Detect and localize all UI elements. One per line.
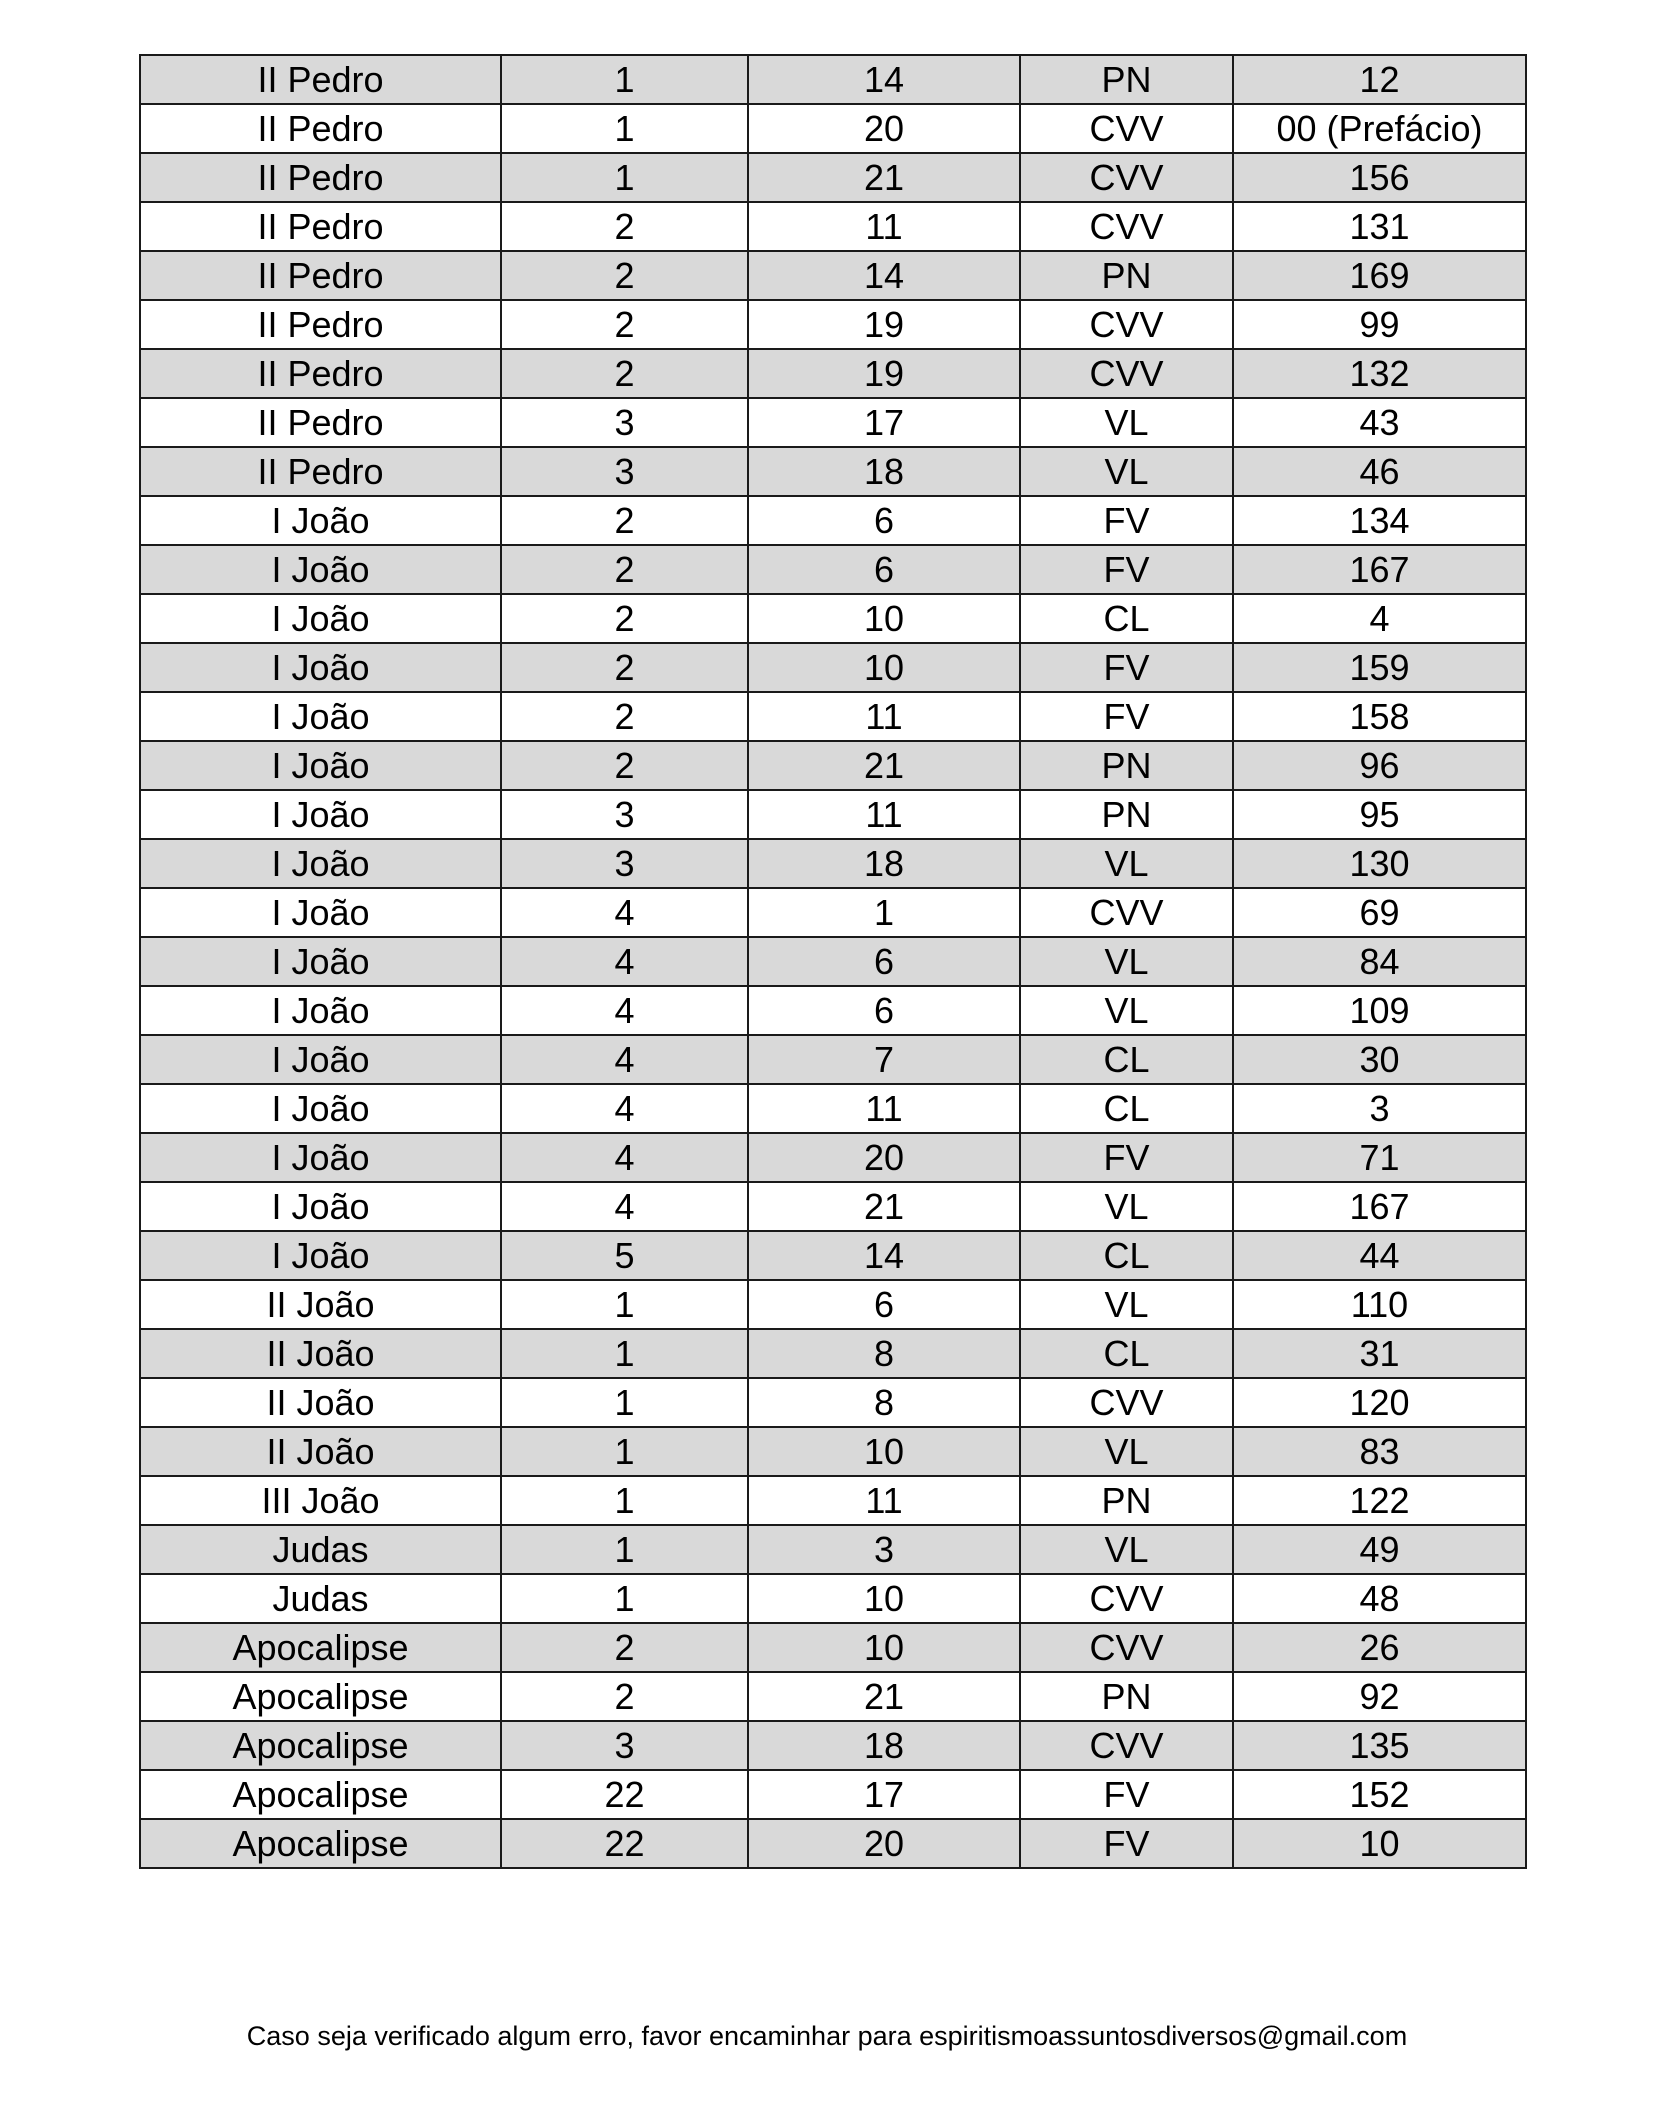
chapter-cell: 3 bbox=[501, 790, 748, 839]
verse-cell: 6 bbox=[748, 1280, 1020, 1329]
page-cell: 132 bbox=[1233, 349, 1526, 398]
source-cell: FV bbox=[1020, 643, 1233, 692]
book-cell: II Pedro bbox=[140, 55, 501, 104]
table-row bbox=[140, 1182, 1526, 1231]
source-cell: VL bbox=[1020, 1427, 1233, 1476]
table-row bbox=[140, 1819, 1526, 1868]
page-cell: 152 bbox=[1233, 1770, 1526, 1819]
verse-cell: 11 bbox=[748, 202, 1020, 251]
book-cell: Apocalipse bbox=[140, 1819, 501, 1868]
page-cell: 134 bbox=[1233, 496, 1526, 545]
page-cell: 159 bbox=[1233, 643, 1526, 692]
chapter-cell: 3 bbox=[501, 1721, 748, 1770]
chapter-cell: 2 bbox=[501, 300, 748, 349]
source-cell: PN bbox=[1020, 790, 1233, 839]
table-row bbox=[140, 545, 1526, 594]
page-cell: 00 (Prefácio) bbox=[1233, 104, 1526, 153]
source-cell: PN bbox=[1020, 741, 1233, 790]
verse-cell: 10 bbox=[748, 1427, 1020, 1476]
source-cell: PN bbox=[1020, 1672, 1233, 1721]
book-cell: II Pedro bbox=[140, 349, 501, 398]
table-row bbox=[140, 1770, 1526, 1819]
book-cell: Apocalipse bbox=[140, 1672, 501, 1721]
source-cell: VL bbox=[1020, 937, 1233, 986]
book-cell: I João bbox=[140, 937, 501, 986]
verse-cell: 1 bbox=[748, 888, 1020, 937]
page-cell: 92 bbox=[1233, 1672, 1526, 1721]
book-cell: I João bbox=[140, 888, 501, 937]
verse-cell: 21 bbox=[748, 1672, 1020, 1721]
page-cell: 3 bbox=[1233, 1084, 1526, 1133]
verse-cell: 20 bbox=[748, 1819, 1020, 1868]
chapter-cell: 3 bbox=[501, 398, 748, 447]
book-cell: II João bbox=[140, 1378, 501, 1427]
source-cell: CVV bbox=[1020, 153, 1233, 202]
chapter-cell: 2 bbox=[501, 692, 748, 741]
book-cell: Apocalipse bbox=[140, 1623, 501, 1672]
table-row bbox=[140, 1721, 1526, 1770]
chapter-cell: 1 bbox=[501, 1574, 748, 1623]
verse-cell: 20 bbox=[748, 104, 1020, 153]
table-row bbox=[140, 251, 1526, 300]
page-cell: 30 bbox=[1233, 1035, 1526, 1084]
verse-cell: 18 bbox=[748, 839, 1020, 888]
verse-cell: 11 bbox=[748, 1084, 1020, 1133]
book-cell: I João bbox=[140, 790, 501, 839]
page-cell: 96 bbox=[1233, 741, 1526, 790]
page-cell: 83 bbox=[1233, 1427, 1526, 1476]
source-cell: VL bbox=[1020, 447, 1233, 496]
source-cell: CVV bbox=[1020, 1721, 1233, 1770]
book-cell: I João bbox=[140, 1035, 501, 1084]
verse-cell: 11 bbox=[748, 1476, 1020, 1525]
verse-cell: 21 bbox=[748, 153, 1020, 202]
verse-cell: 8 bbox=[748, 1329, 1020, 1378]
page-cell: 10 bbox=[1233, 1819, 1526, 1868]
table-row bbox=[140, 741, 1526, 790]
chapter-cell: 2 bbox=[501, 1623, 748, 1672]
page-cell: 135 bbox=[1233, 1721, 1526, 1770]
chapter-cell: 1 bbox=[501, 1427, 748, 1476]
table-row bbox=[140, 55, 1526, 104]
table-row bbox=[140, 986, 1526, 1035]
table-row bbox=[140, 1035, 1526, 1084]
chapter-cell: 1 bbox=[501, 1378, 748, 1427]
table-row bbox=[140, 349, 1526, 398]
source-cell: PN bbox=[1020, 251, 1233, 300]
page-cell: 99 bbox=[1233, 300, 1526, 349]
source-cell: CL bbox=[1020, 1035, 1233, 1084]
source-cell: CVV bbox=[1020, 349, 1233, 398]
book-cell: I João bbox=[140, 692, 501, 741]
table-row bbox=[140, 1133, 1526, 1182]
table-row bbox=[140, 1084, 1526, 1133]
verse-cell: 8 bbox=[748, 1378, 1020, 1427]
table-row bbox=[140, 839, 1526, 888]
source-cell: CL bbox=[1020, 594, 1233, 643]
book-cell: II Pedro bbox=[140, 104, 501, 153]
book-cell: II João bbox=[140, 1280, 501, 1329]
source-cell: VL bbox=[1020, 398, 1233, 447]
source-cell: PN bbox=[1020, 55, 1233, 104]
table-row bbox=[140, 496, 1526, 545]
table-row bbox=[140, 1378, 1526, 1427]
book-cell: I João bbox=[140, 1231, 501, 1280]
book-cell: II Pedro bbox=[140, 251, 501, 300]
verse-cell: 21 bbox=[748, 741, 1020, 790]
chapter-cell: 1 bbox=[501, 1329, 748, 1378]
source-cell: CVV bbox=[1020, 1378, 1233, 1427]
source-cell: CL bbox=[1020, 1231, 1233, 1280]
book-cell: Apocalipse bbox=[140, 1721, 501, 1770]
book-cell: Judas bbox=[140, 1525, 501, 1574]
chapter-cell: 3 bbox=[501, 839, 748, 888]
verse-cell: 10 bbox=[748, 594, 1020, 643]
source-cell: CVV bbox=[1020, 888, 1233, 937]
verse-cell: 18 bbox=[748, 1721, 1020, 1770]
page-cell: 158 bbox=[1233, 692, 1526, 741]
book-cell: I João bbox=[140, 1133, 501, 1182]
verse-cell: 11 bbox=[748, 692, 1020, 741]
chapter-cell: 3 bbox=[501, 447, 748, 496]
chapter-cell: 4 bbox=[501, 1035, 748, 1084]
footer-note: Caso seja verificado algum erro, favor encaminhar para espiritismoassuntosdiversos@gmail.com bbox=[246, 2021, 1408, 2051]
chapter-cell: 4 bbox=[501, 937, 748, 986]
book-cell: I João bbox=[140, 496, 501, 545]
page-cell: 95 bbox=[1233, 790, 1526, 839]
page-cell: 130 bbox=[1233, 839, 1526, 888]
table-row bbox=[140, 1623, 1526, 1672]
source-cell: CVV bbox=[1020, 104, 1233, 153]
source-cell: CL bbox=[1020, 1329, 1233, 1378]
chapter-cell: 2 bbox=[501, 1672, 748, 1721]
verse-cell: 17 bbox=[748, 398, 1020, 447]
verse-cell: 17 bbox=[748, 1770, 1020, 1819]
source-cell: CVV bbox=[1020, 1574, 1233, 1623]
chapter-cell: 1 bbox=[501, 1280, 748, 1329]
chapter-cell: 2 bbox=[501, 202, 748, 251]
book-cell: II João bbox=[140, 1329, 501, 1378]
verse-cell: 10 bbox=[748, 643, 1020, 692]
chapter-cell: 22 bbox=[501, 1819, 748, 1868]
verse-cell: 6 bbox=[748, 545, 1020, 594]
page-cell: 71 bbox=[1233, 1133, 1526, 1182]
book-cell: I João bbox=[140, 741, 501, 790]
source-cell: VL bbox=[1020, 1525, 1233, 1574]
verse-cell: 20 bbox=[748, 1133, 1020, 1182]
table-row bbox=[140, 1476, 1526, 1525]
verse-cell: 18 bbox=[748, 447, 1020, 496]
source-cell: PN bbox=[1020, 1476, 1233, 1525]
chapter-cell: 2 bbox=[501, 349, 748, 398]
verse-cell: 6 bbox=[748, 496, 1020, 545]
source-cell: VL bbox=[1020, 1280, 1233, 1329]
verse-cell: 3 bbox=[748, 1525, 1020, 1574]
chapter-cell: 2 bbox=[501, 741, 748, 790]
book-cell: Judas bbox=[140, 1574, 501, 1623]
book-cell: I João bbox=[140, 545, 501, 594]
chapter-cell: 1 bbox=[501, 153, 748, 202]
book-cell: I João bbox=[140, 1084, 501, 1133]
book-cell: II João bbox=[140, 1427, 501, 1476]
verse-cell: 7 bbox=[748, 1035, 1020, 1084]
reference-table bbox=[139, 54, 1527, 1869]
page-cell: 69 bbox=[1233, 888, 1526, 937]
page-cell: 12 bbox=[1233, 55, 1526, 104]
table-row bbox=[140, 790, 1526, 839]
table-row bbox=[140, 1427, 1526, 1476]
table-row bbox=[140, 692, 1526, 741]
chapter-cell: 4 bbox=[501, 986, 748, 1035]
source-cell: CVV bbox=[1020, 202, 1233, 251]
chapter-cell: 2 bbox=[501, 643, 748, 692]
table-row bbox=[140, 1574, 1526, 1623]
source-cell: FV bbox=[1020, 1133, 1233, 1182]
source-cell: CVV bbox=[1020, 1623, 1233, 1672]
page-cell: 46 bbox=[1233, 447, 1526, 496]
page-cell: 26 bbox=[1233, 1623, 1526, 1672]
page-cell: 131 bbox=[1233, 202, 1526, 251]
book-cell: I João bbox=[140, 839, 501, 888]
source-cell: FV bbox=[1020, 1819, 1233, 1868]
verse-cell: 11 bbox=[748, 790, 1020, 839]
table-row bbox=[140, 937, 1526, 986]
chapter-cell: 2 bbox=[501, 545, 748, 594]
table-row bbox=[140, 1329, 1526, 1378]
chapter-cell: 4 bbox=[501, 888, 748, 937]
page-cell: 120 bbox=[1233, 1378, 1526, 1427]
chapter-cell: 5 bbox=[501, 1231, 748, 1280]
source-cell: FV bbox=[1020, 545, 1233, 594]
source-cell: VL bbox=[1020, 1182, 1233, 1231]
source-cell: FV bbox=[1020, 1770, 1233, 1819]
page-cell: 43 bbox=[1233, 398, 1526, 447]
page-cell: 110 bbox=[1233, 1280, 1526, 1329]
book-cell: III João bbox=[140, 1476, 501, 1525]
table-row bbox=[140, 153, 1526, 202]
verse-cell: 10 bbox=[748, 1623, 1020, 1672]
chapter-cell: 4 bbox=[501, 1084, 748, 1133]
chapter-cell: 4 bbox=[501, 1182, 748, 1231]
verse-cell: 6 bbox=[748, 986, 1020, 1035]
book-cell: I João bbox=[140, 986, 501, 1035]
book-cell: II Pedro bbox=[140, 153, 501, 202]
page-cell: 84 bbox=[1233, 937, 1526, 986]
book-cell: II Pedro bbox=[140, 447, 501, 496]
table-row bbox=[140, 104, 1526, 153]
verse-cell: 19 bbox=[748, 300, 1020, 349]
chapter-cell: 2 bbox=[501, 496, 748, 545]
page-cell: 169 bbox=[1233, 251, 1526, 300]
book-cell: II Pedro bbox=[140, 398, 501, 447]
source-cell: VL bbox=[1020, 839, 1233, 888]
table-row bbox=[140, 300, 1526, 349]
table-row bbox=[140, 202, 1526, 251]
page-cell: 49 bbox=[1233, 1525, 1526, 1574]
table-row bbox=[140, 888, 1526, 937]
chapter-cell: 4 bbox=[501, 1133, 748, 1182]
table-row bbox=[140, 643, 1526, 692]
chapter-cell: 1 bbox=[501, 104, 748, 153]
source-cell: CL bbox=[1020, 1084, 1233, 1133]
verse-cell: 6 bbox=[748, 937, 1020, 986]
chapter-cell: 22 bbox=[501, 1770, 748, 1819]
page-cell: 156 bbox=[1233, 153, 1526, 202]
table-row bbox=[140, 1525, 1526, 1574]
page-cell: 167 bbox=[1233, 1182, 1526, 1231]
page-cell: 122 bbox=[1233, 1476, 1526, 1525]
source-cell: CVV bbox=[1020, 300, 1233, 349]
table-row bbox=[140, 447, 1526, 496]
table-row bbox=[140, 1672, 1526, 1721]
source-cell: FV bbox=[1020, 692, 1233, 741]
chapter-cell: 1 bbox=[501, 55, 748, 104]
chapter-cell: 2 bbox=[501, 251, 748, 300]
page-cell: 167 bbox=[1233, 545, 1526, 594]
page-cell: 109 bbox=[1233, 986, 1526, 1035]
table-row bbox=[140, 1231, 1526, 1280]
book-cell: Apocalipse bbox=[140, 1770, 501, 1819]
book-cell: I João bbox=[140, 1182, 501, 1231]
chapter-cell: 1 bbox=[501, 1476, 748, 1525]
table-row bbox=[140, 398, 1526, 447]
verse-cell: 14 bbox=[748, 1231, 1020, 1280]
source-cell: FV bbox=[1020, 496, 1233, 545]
table-row bbox=[140, 1280, 1526, 1329]
book-cell: I João bbox=[140, 594, 501, 643]
source-cell: VL bbox=[1020, 986, 1233, 1035]
verse-cell: 14 bbox=[748, 251, 1020, 300]
verse-cell: 10 bbox=[748, 1574, 1020, 1623]
book-cell: I João bbox=[140, 643, 501, 692]
book-cell: II Pedro bbox=[140, 300, 501, 349]
chapter-cell: 2 bbox=[501, 594, 748, 643]
book-cell: II Pedro bbox=[140, 202, 501, 251]
page-cell: 44 bbox=[1233, 1231, 1526, 1280]
page-cell: 31 bbox=[1233, 1329, 1526, 1378]
verse-cell: 21 bbox=[748, 1182, 1020, 1231]
page-cell: 48 bbox=[1233, 1574, 1526, 1623]
verse-cell: 14 bbox=[748, 55, 1020, 104]
reference-table-body bbox=[140, 55, 1526, 1868]
page-cell: 4 bbox=[1233, 594, 1526, 643]
table-row bbox=[140, 594, 1526, 643]
chapter-cell: 1 bbox=[501, 1525, 748, 1574]
verse-cell: 19 bbox=[748, 349, 1020, 398]
